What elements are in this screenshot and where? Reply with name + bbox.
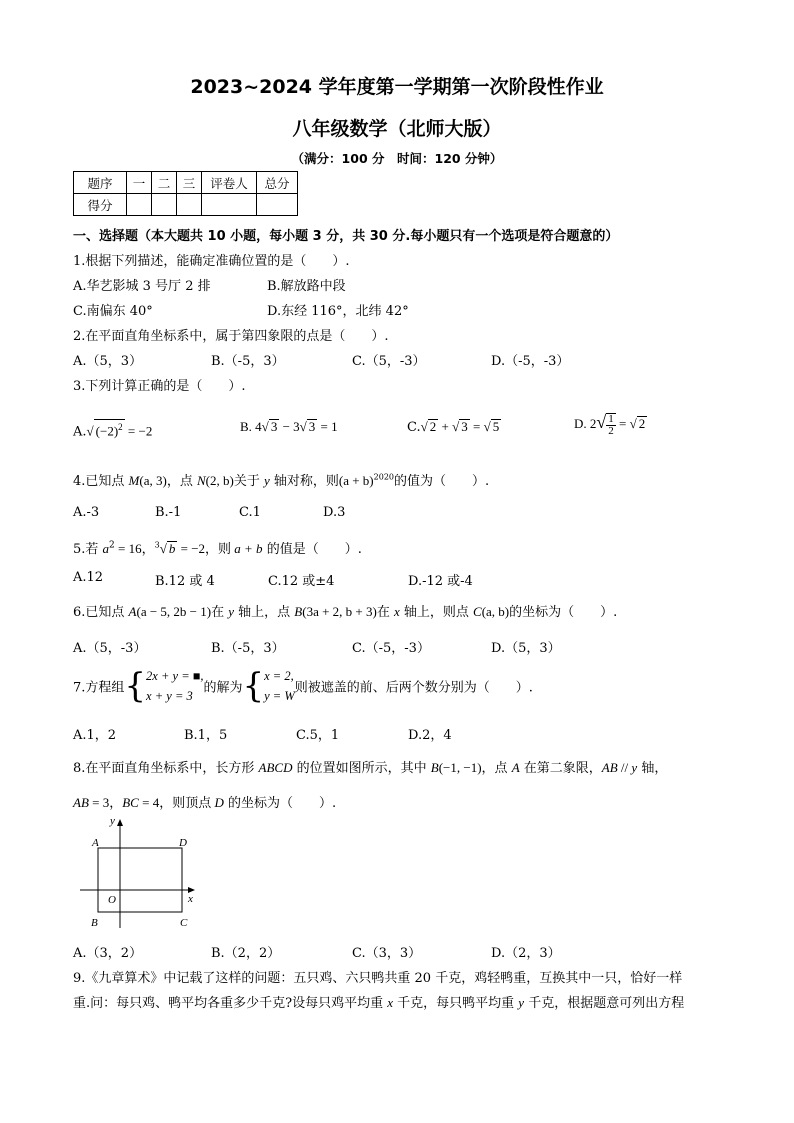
exponent: 2 [109,540,115,551]
question-6-option-c[interactable]: C.（-5，-3） [352,641,430,656]
text: 轴上，点 [234,605,295,620]
x-axis-label: x [188,893,193,905]
exponent: 2 [118,422,123,432]
operator: + [438,419,453,434]
question-9-stem-line-1: 9.《九章算术》中记载了这样的问题：五只鸡、六只鸭共重 20 千克，鸡轻鸭重，互换其中一只，恰好一样 [73,971,683,986]
vertex-d-label: D [179,837,187,849]
math: = 16， [114,541,155,556]
question-8-option-b[interactable]: B.（2，2） [211,946,281,961]
math: y [263,473,270,488]
text: 的位置如图所示，其中 [292,761,431,776]
score-table [73,171,298,216]
radicand: 3 [461,419,468,434]
option-label: D. 2 [574,416,597,431]
question-5-stem [73,538,362,557]
radicand: 3 [270,419,278,434]
option-label: B. 4 [240,419,262,434]
radicand: 5 [492,419,500,434]
math: x [387,995,394,1010]
page-subtitle: 八年级数学（北师大版） [292,118,502,140]
question-7-option-a[interactable]: A.1，2 [73,728,117,743]
math: y [631,760,638,775]
question-4-option-c[interactable]: C.1 [239,505,261,520]
text: 轴上，则点 [399,605,474,620]
math: BC [122,795,139,810]
radical-sign: √ [261,419,269,434]
exponent: 2020 [373,472,394,482]
question-2-option-a[interactable]: A.（5，3） [73,354,143,369]
vertex-a-label: A [92,837,99,849]
question-6-option-b[interactable]: B.（-5，3） [211,641,285,656]
question-8-stem-line-2 [73,792,336,811]
question-8-stem-line-1 [73,757,667,776]
radical-sign: √ [86,423,94,439]
question-2-stem: 2.在平面直角坐标系中，属于第四象限的点是（ ）. [73,329,389,344]
question-3-option-a[interactable] [73,418,152,439]
numerator: 1 [608,412,614,425]
score-table-cell: 三 [177,172,202,194]
text: 在 [211,605,229,620]
radicand [94,419,125,438]
math: y [518,995,525,1010]
score-input-cell[interactable] [127,194,152,216]
question-1-option-d[interactable]: D.东经 116°，北纬 42° [267,304,409,319]
section-heading: 一、选择题（本大题共 10 小题，每小题 3 分，共 30 分.每小题只有一个选项是符合题意的） [73,229,619,244]
question-5-option-b[interactable]: B.12 或 4 [155,574,215,589]
question-1-option-c[interactable]: C.南偏东 40° [73,304,153,319]
math: (2, b) [205,473,234,488]
equation: y = W [264,689,295,703]
text: ，点 [166,474,197,489]
radicand: 2 [638,416,646,431]
text: 7.方程组 [73,680,125,696]
text: 轴， [637,761,668,776]
score-table-cell: 题序 [74,172,127,194]
math: a [102,541,110,556]
text: 千克，根据题意可列出方程 [524,996,685,1011]
operator: = [469,419,484,434]
score-input-cell[interactable] [177,194,202,216]
math: = 3， [88,795,123,810]
text: 8.在平面直角坐标系中，长方形 [73,761,259,776]
equation-system [146,666,203,706]
radicand: 3 [308,419,316,434]
question-4-option-b[interactable]: B.-1 [155,505,182,520]
exam-meta: （满分：100 分 时间：120 分钟） [291,151,503,166]
question-3-option-d[interactable] [574,412,647,437]
radical-sign: √ [299,419,307,434]
equation: x = 2, [264,669,294,683]
math: a + b [234,541,263,556]
math: (a, 3) [139,473,167,488]
question-6-stem [73,601,617,620]
equation: x + y = 3 [146,689,193,703]
y-axis-arrow [117,819,123,826]
text: 的解为 [203,680,243,696]
denominator: 2 [608,424,614,437]
score-table-cell: 二 [152,172,177,194]
text: 6.已知点 [73,605,129,620]
coordinate-figure [76,816,206,934]
math: (3a + 2, b + 3) [302,604,377,619]
question-7-option-b[interactable]: B.1，5 [184,728,228,743]
radical-sign: √ [452,419,460,434]
math: x [393,604,400,619]
question-2-option-c[interactable]: C.（5，-3） [352,354,426,369]
math: D [214,795,224,810]
text: 在 [376,605,394,620]
math: N [196,473,206,488]
question-2-option-b[interactable]: B.（-5，3） [211,354,285,369]
root-index: 3 [154,540,160,550]
question-3-option-b[interactable] [240,418,338,435]
question-3-stem: 3.下列计算正确的是（ ）. [73,379,246,394]
question-8-option-a[interactable]: A.（3，2） [73,946,143,961]
question-7-option-c[interactable]: C.5，1 [296,728,340,743]
score-input-cell[interactable] [257,194,298,216]
math: // [617,760,632,775]
math: A [128,604,137,619]
math: AB [601,760,618,775]
origin-label: O [108,894,116,906]
question-5-option-a[interactable]: A.12 [73,570,104,585]
math: (−1, −1) [438,760,482,775]
question-1-option-b[interactable]: B.解放路中段 [267,279,346,294]
text: 千克，每只鸭平均重 [393,996,519,1011]
question-8-option-c[interactable]: C.（3，3） [352,946,422,961]
math: = 4，则顶点 [138,795,215,810]
score-table-header-row [74,172,298,194]
radical-sign: √ [483,419,491,434]
y-axis-label: y [110,816,115,827]
radicand: 2 [429,419,437,434]
text: 4.已知点 [73,474,129,489]
vertex-c-label: C [180,917,188,929]
text: 的坐标为（ ）. [509,605,618,620]
left-brace: { [124,666,147,706]
question-5-option-d[interactable]: D.-12 或-4 [408,574,473,589]
question-1-option-a[interactable]: A.华艺影城 3 号厅 2 排 [73,279,211,294]
left-brace: { [242,666,265,706]
text: 轴对称，则 [269,474,339,489]
text: 的坐标为（ ）. [223,796,337,811]
math: M [128,473,140,488]
question-4-option-d[interactable]: D.3 [323,505,346,520]
math: (a − 5, 2b − 1) [136,604,212,619]
operator: = [615,416,630,431]
radical-sign: √ [596,412,607,432]
math: AB [73,795,89,810]
radicand: b [168,541,176,556]
score-table-score-row [74,194,298,216]
text: 在第二象限， [519,761,602,776]
radical-sign: √ [629,416,637,431]
text: 重.问：每只鸡、鸭平均各重多少千克?设每只鸡平均重 [73,996,388,1011]
question-5-option-c[interactable]: C.12 或±4 [268,574,335,589]
question-6-option-d[interactable]: D.（5，3） [491,641,561,656]
math: y [228,604,235,619]
math: A [511,760,520,775]
solution-system [264,666,295,706]
question-1-stem: 1.根据下列描述，能确定准确位置的是（ ）. [73,254,350,269]
equation: 2x + y = ■, [146,669,204,683]
question-4-stem [73,470,489,489]
radicand-text: (−2) [95,423,119,439]
radical-sign: √ [420,419,428,434]
option-label: C. [407,420,421,435]
question-7-option-d[interactable]: D.2，4 [408,728,452,743]
math: (a + b) [338,473,374,488]
radical-sign: √ [159,541,167,556]
operator: − 3 [279,419,300,434]
page-title: 2023~2024 学年度第一学期第一次阶段性作业 [190,76,604,98]
text: 关于 [233,474,264,489]
math: (a, b) [481,604,510,619]
fraction [606,413,616,437]
text: 5.若 [73,542,103,557]
score-table-cell: 总分 [257,172,298,194]
text: 则被遮盖的前、后两个数分别为（ ）. [294,680,533,696]
rhs: = −2 [124,423,153,439]
question-9-stem-line-2 [73,992,684,1011]
math: B [430,760,439,775]
option-label: A. [73,424,87,440]
math: B [294,604,303,619]
text: ，点 [481,761,512,776]
score-input-cell[interactable] [152,194,177,216]
question-3-option-c[interactable] [407,418,501,435]
question-8-option-d[interactable]: D.（2，3） [491,946,561,961]
score-table-cell: 一 [127,172,152,194]
math: ABCD [258,760,293,775]
question-2-option-d[interactable]: D.（-5，-3） [491,354,570,369]
rhs: = 1 [317,419,338,434]
question-6-option-a[interactable]: A.（5，-3） [73,641,147,656]
text: 的值是（ ）. [262,542,362,557]
score-input-cell[interactable] [202,194,257,216]
vertex-b-label: B [91,917,98,929]
score-table-cell: 得分 [74,194,127,216]
math: C [473,604,482,619]
question-4-option-a[interactable]: A.-3 [73,505,100,520]
math: = −2，则 [177,541,235,556]
score-table-cell: 评卷人 [202,172,257,194]
question-7-stem [73,666,533,706]
text: 的值为（ ）. [394,474,490,489]
